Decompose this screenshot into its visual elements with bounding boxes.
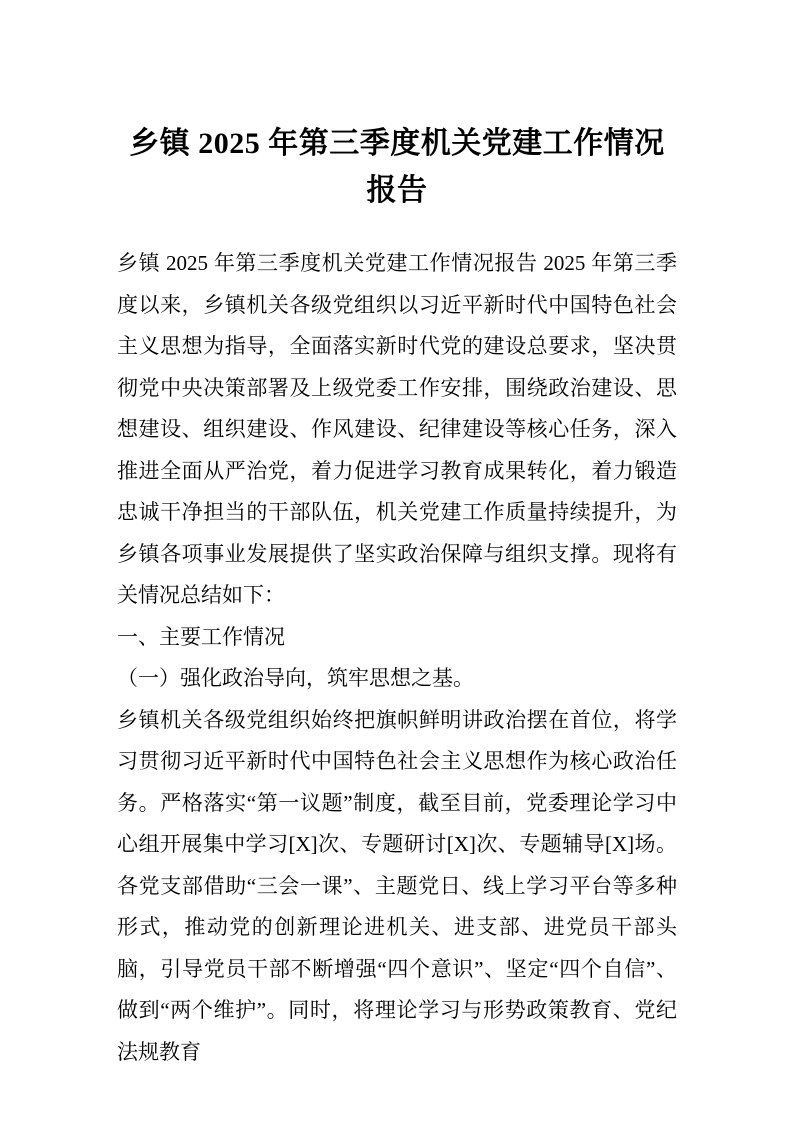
intro-paragraph: 乡镇 2025 年第三季度机关党建工作情况报告 2025 年第三季度以来，乡镇机关各级党组织以习近平新时代中国特色社会主义思想为指导，全面落实新时代党的建设总要求，坚决贯彻党中央决策部署及上级党委工作安排，围绕政治建设、思想建设、组织建设、作风建设、纪律建设等核心任务，深入推进全面从严治党，着力促进学习教育成果转化，着力锻造忠诚干净担当的干部队伍，机关党建工作质量持续提升，为乡镇各项事业发展提供了坚实政治保障与组织支撑。现将有关情况总结如下：	[117, 251, 677, 607]
section-1-sub-1-heading: （一）强化政治导向，筑牢思想之基。	[117, 666, 474, 690]
section-1-heading: 一、主要工作情况	[117, 624, 285, 649]
document-content-area	[117, 120, 677, 1073]
document-title: 乡镇 2025 年第三季度机关党建工作情况报告	[129, 127, 665, 207]
section-1-sub-1-body-paragraph: 乡镇机关各级党组织始终把旗帜鲜明讲政治摆在首位，将学习贯彻习近平新时代中国特色社会主义思想作为核心政治任务。严格落实“第一议题”制度，截至目前，党委理论学习中心组开展集中学习[X]次、专题研讨[X]次、专题辅导[X]场。各党支部借助“三会一课”、主题党日、线上学习平台等多种形式，推动党的创新理论进机关、进支部、进党员干部头脑，引导党员干部不断增强“四个意识”、坚定“四个自信”、做到“两个维护”。同时，将理论学习与形势政策教育、党纪法规教育	[117, 707, 677, 1064]
